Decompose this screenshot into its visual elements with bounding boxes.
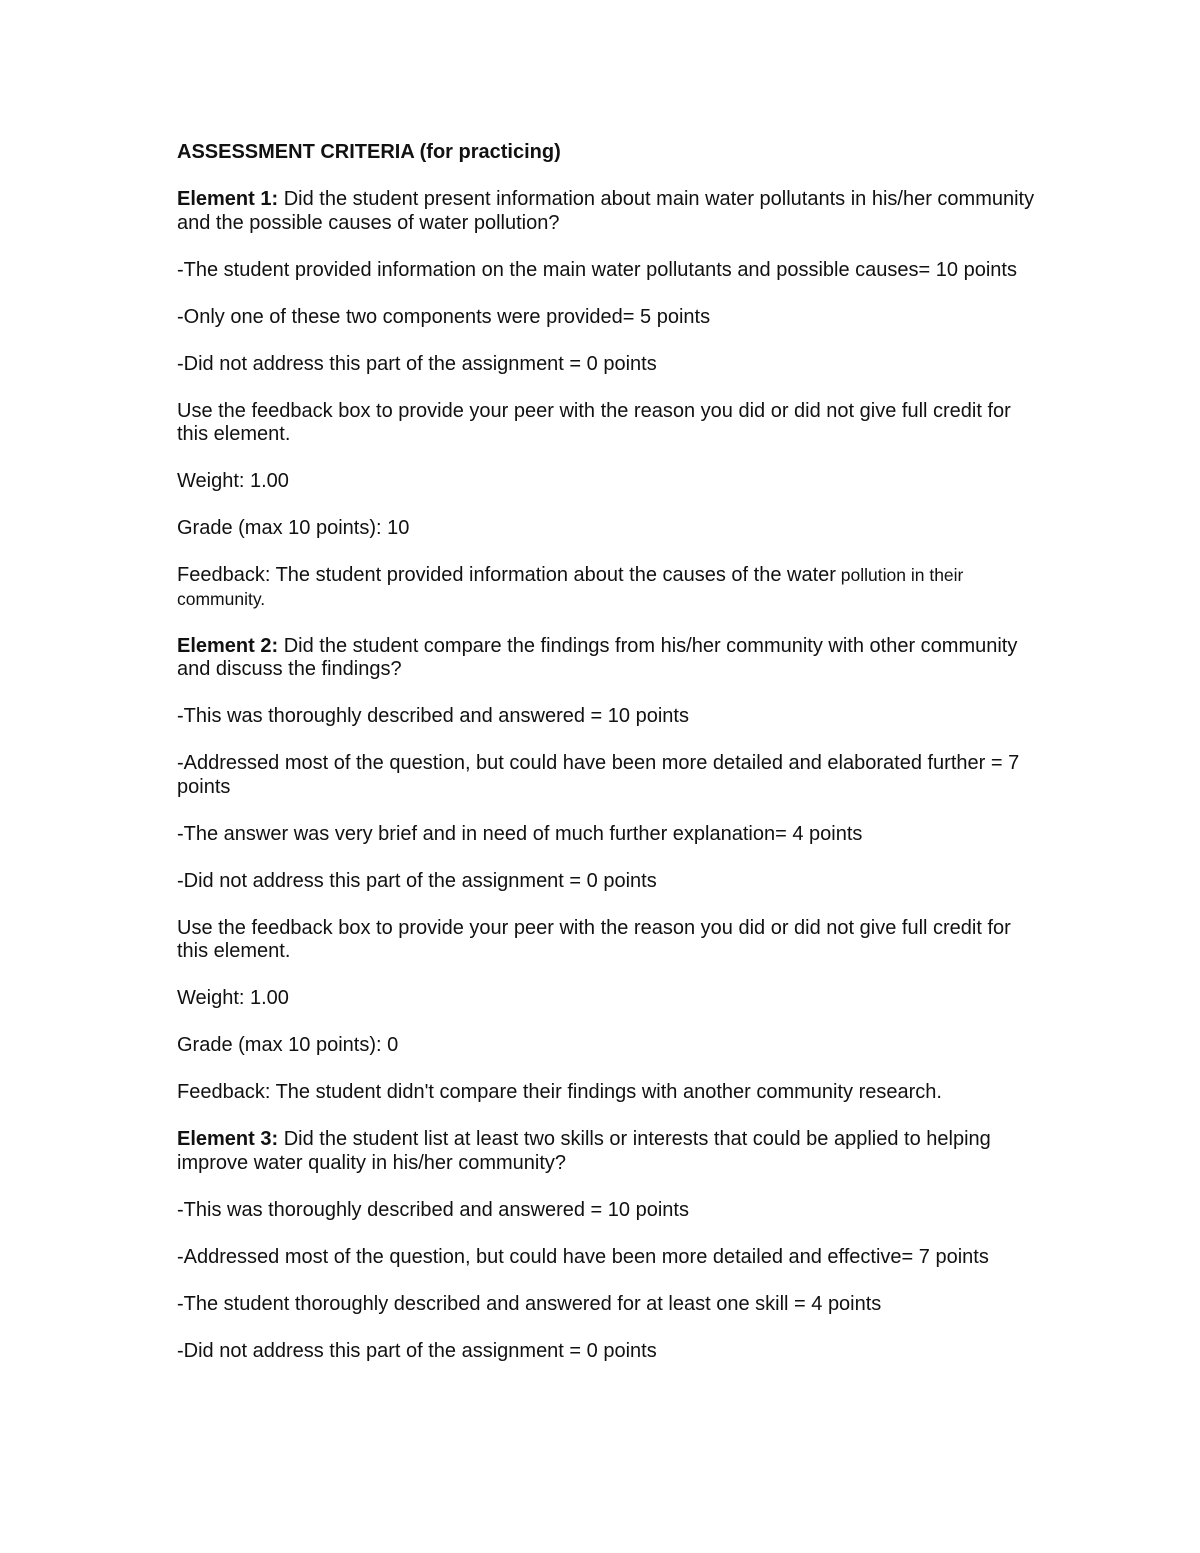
element-2-feedback: Feedback: The student didn't compare their findings with another community research. [177,1081,942,1103]
element-2-criterion-2: -Addressed most of the question, but could have been more detailed and elaborated further = 7 points [177,752,1020,798]
element-1-feedback-lead: Feedback: The student provided information about the causes of the water [177,564,836,586]
element-1-criterion-2: -Only one of these two components were provided= 5 points [177,305,711,328]
element-1-feedback-instruction: Use the feedback box to provide your peer with the reason you did or did not give full credit for this element. [177,399,1011,445]
element-3-criterion-1: -This was thoroughly described and answered = 10 points [177,1198,689,1221]
element-2-criterion-4: -Did not address this part of the assignment = 0 points [177,869,657,892]
element-1-criterion-3: -Did not address this part of the assignment = 0 points [177,352,657,375]
element-1-label: Element 1: [177,188,279,210]
element-3-question [177,1128,1037,1175]
element-2-label: Element 2: [177,634,279,657]
element-2-question [177,635,1037,682]
document-title: ASSESSMENT CRITERIA (for practicing) [177,141,561,163]
element-3-question-text: Did the student list at least two skills or interests that could be applied to helping improve water quality in his/her community? [177,1128,991,1174]
element-1-weight: Weight: 1.00 [177,470,289,492]
element-3-criterion-2: -Addressed most of the question, but could have been more detailed and effective= 7 points [177,1245,989,1268]
element-2-weight: Weight: 1.00 [177,987,289,1009]
element-1-grade: Grade (max 10 points): 10 [177,517,410,539]
document-body [177,141,1037,1387]
element-2-criterion-1: -This was thoroughly described and answered = 10 points [177,705,689,727]
element-3-label: Element 3: [177,1128,279,1150]
element-3-criterion-4: -Did not address this part of the assignment = 0 points [177,1339,657,1362]
element-1-feedback [177,564,1037,611]
element-1-criterion-1: -The student provided information on the main water pollutants and possible causes= 10 points [177,258,1017,281]
element-2-criterion-3: -The answer was very brief and in need of much further explanation= 4 points [177,822,863,845]
element-2-feedback-instruction: Use the feedback box to provide your peer with the reason you did or did not give full credit for this element. [177,916,1011,962]
element-1-feedback-tail: pollution in their community. [177,565,964,609]
element-3-criterion-3: -The student thoroughly described and answered for at least one skill = 4 points [177,1292,882,1315]
element-2-grade: Grade (max 10 points): 0 [177,1034,399,1056]
element-1-question [177,188,1037,235]
element-2-question-text: Did the student compare the findings from his/her community with other community and discuss the findings? [177,634,1018,680]
element-1-question-text: Did the student present information about main water pollutants in his/her community and the possible causes of water pollution? [177,188,1035,234]
